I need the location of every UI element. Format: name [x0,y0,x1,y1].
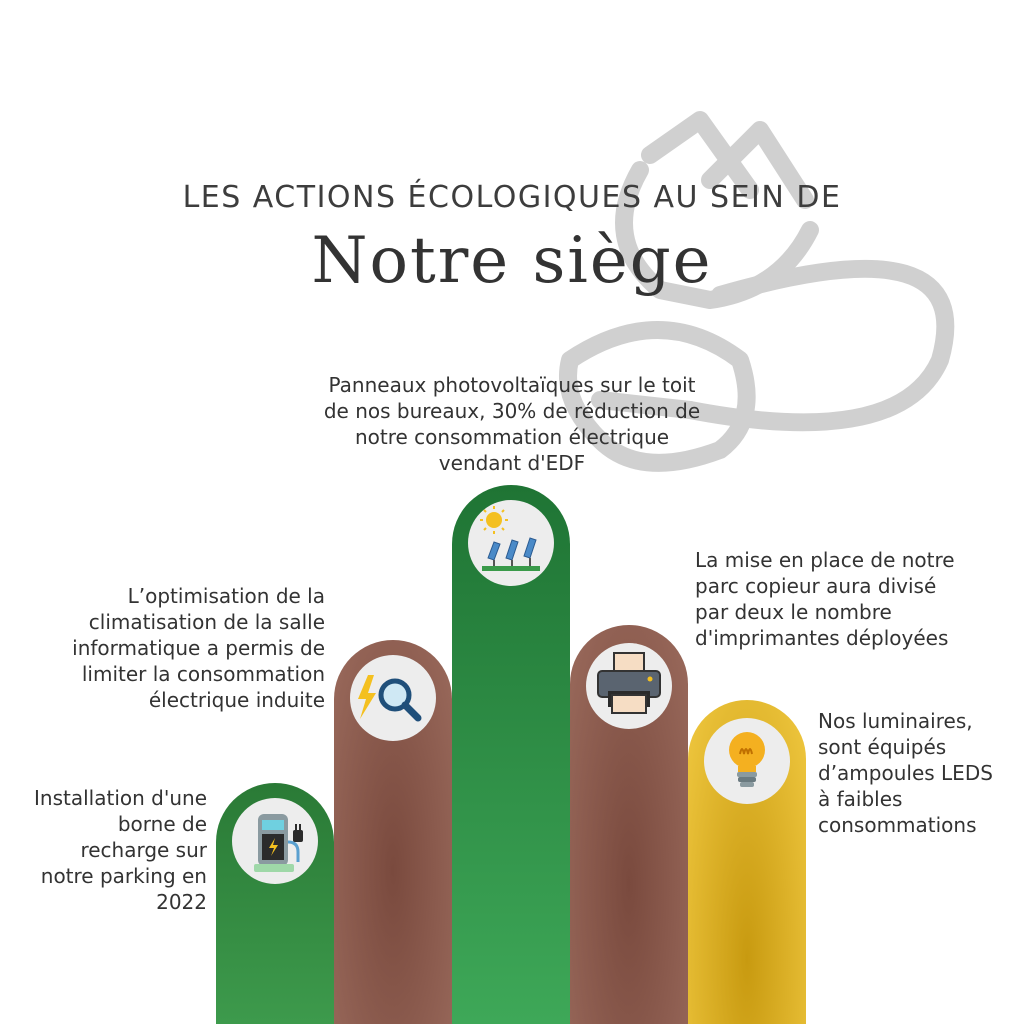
ev-charger-icon [232,798,318,884]
caption-borne-recharge: Installation d'une borne de recharge sur notre parking en 2022 [34,786,207,914]
printer-icon [586,643,672,729]
caption-copieurs: La mise en place de notre parc copieur aura divisé par deux le nombre d'imprimantes déployées [695,548,955,650]
light-bulb-icon [704,718,790,804]
solar-panel-icon [468,500,554,586]
page-subtitle: LES ACTIONS ÉCOLOGIQUES AU SEIN DE [182,180,842,215]
caption-climatisation: L’optimisation de la climatisation de la salle informatique a permis de limiter la consommation électrique induite [72,584,325,712]
page-title: Notre siège [311,224,713,298]
energy-search-icon [350,655,436,741]
caption-panneaux: Panneaux photovoltaïques sur le toit de nos bureaux, 30% de réduction de notre consommation électrique vendant d'EDF [323,373,701,475]
caption-luminaires: Nos luminaires, sont équipés d’ampoules LEDS à faibles consommations [818,709,993,837]
